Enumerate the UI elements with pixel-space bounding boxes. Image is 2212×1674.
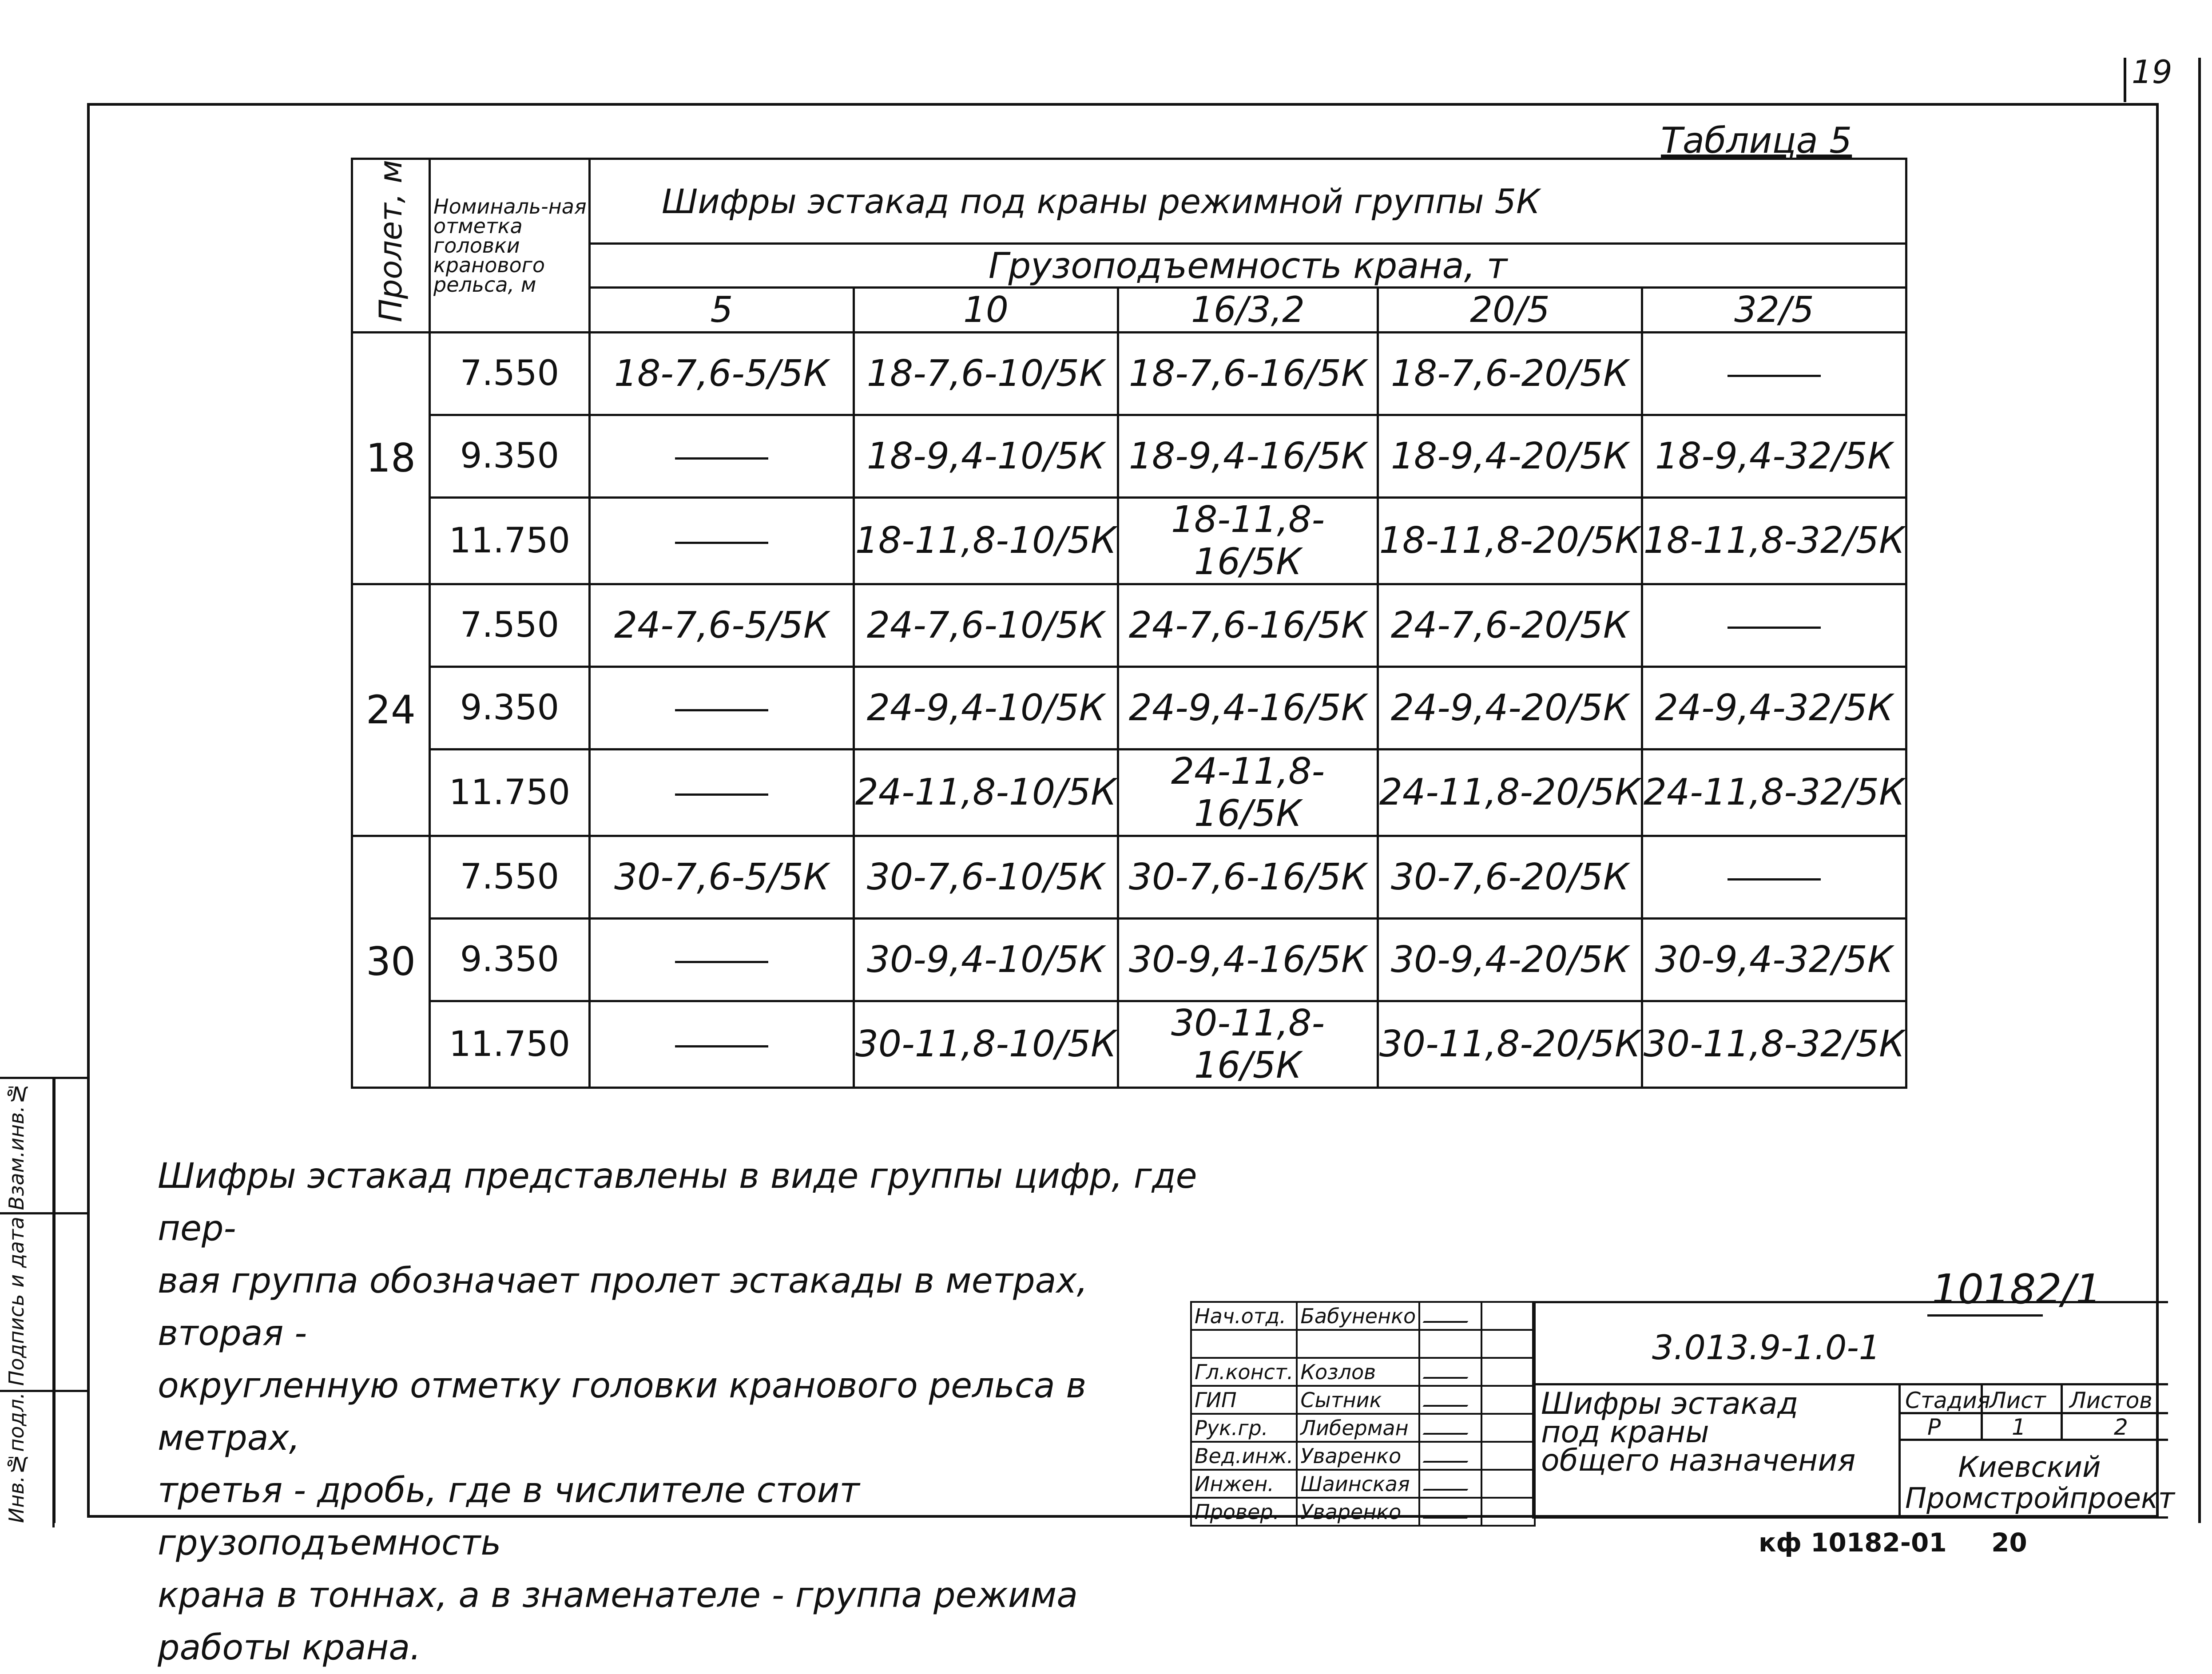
- note-line: округленную отметку головки кранового рельса в метрах,: [158, 1366, 1087, 1458]
- cipher-cell: 18-7,6-20/5К: [1378, 332, 1642, 415]
- cipher-cell: 24-9,4-20/5К: [1378, 666, 1642, 749]
- staff-name: Уваренко: [1297, 1498, 1419, 1526]
- cipher-cell: 24-7,6-16/5К: [1118, 584, 1378, 666]
- span-value: 30: [352, 836, 430, 1087]
- rail-height-value: 7.550: [430, 332, 590, 415]
- empty-cell-dash: [590, 749, 854, 836]
- staff-role: Рук.гр.: [1191, 1414, 1297, 1442]
- empty-cell-dash: [1642, 332, 1906, 415]
- cipher-cell: 18-7,6-5/5К: [590, 332, 854, 415]
- cipher-cell: 24-7,6-20/5К: [1378, 584, 1642, 666]
- rail-height-value: 9.350: [430, 918, 590, 1001]
- drawing-title-line: общего назначения: [1541, 1443, 1856, 1478]
- cipher-cell: 30-7,6-16/5К: [1118, 836, 1378, 918]
- table-row: [352, 836, 1906, 918]
- table-row: [352, 497, 1906, 584]
- cipher-cell: 30-9,4-16/5К: [1118, 918, 1378, 1001]
- staff-table: [1190, 1301, 1536, 1527]
- cipher-cell: 18-11,8-20/5К: [1378, 497, 1642, 584]
- note-line: крана в тоннах, а в знаменателе - группа режима: [158, 1575, 1078, 1615]
- rail-height-value: 11.750: [430, 749, 590, 836]
- table-row: [352, 332, 1906, 415]
- cipher-cell: 30-9,4-10/5К: [854, 918, 1118, 1001]
- dash-mark: [675, 793, 768, 796]
- cipher-cell: 18-9,4-32/5К: [1642, 415, 1906, 497]
- cipher-cell: 18-9,4-10/5К: [854, 415, 1118, 497]
- signature: [1419, 1358, 1481, 1386]
- rail-height-value: 11.750: [430, 497, 590, 584]
- note-line: работы крана.: [158, 1628, 421, 1668]
- empty-cell-dash: [1642, 836, 1906, 918]
- table-row: [352, 918, 1906, 1001]
- cipher-cell: 24-7,6-5/5К: [590, 584, 854, 666]
- cipher-cell: 24-9,4-16/5К: [1118, 666, 1378, 749]
- page-number: 19: [2132, 53, 2172, 91]
- date-cell: [1481, 1302, 1535, 1330]
- signature: [1419, 1386, 1481, 1414]
- date-cell: [1481, 1442, 1535, 1470]
- dash-mark: [675, 709, 768, 711]
- staff-row: [1191, 1498, 1535, 1526]
- cipher-table: [351, 158, 1907, 1089]
- cipher-cell: 30-7,6-10/5К: [854, 836, 1118, 918]
- staff-name: Сытник: [1297, 1386, 1419, 1414]
- signature-scribble: [1423, 1505, 1477, 1519]
- signature: [1419, 1330, 1481, 1358]
- cipher-cell: 18-7,6-10/5К: [854, 332, 1118, 415]
- staff-role: [1191, 1330, 1297, 1358]
- note: [158, 1150, 1206, 1674]
- sheets-value: 2: [2114, 1414, 2128, 1440]
- table-row: [352, 584, 1906, 666]
- signature-scribble: [1423, 1309, 1477, 1323]
- staff-name: Либерман: [1297, 1414, 1419, 1442]
- right-edge-rule: [2198, 58, 2201, 1523]
- cipher-cell: 30-7,6-20/5К: [1378, 836, 1642, 918]
- document-code: 3.013.9-1.0-1: [1652, 1328, 1881, 1367]
- signature-scribble: [1423, 1393, 1477, 1407]
- page-number-rule: [2124, 58, 2126, 102]
- cipher-cell: 18-7,6-16/5К: [1118, 332, 1378, 415]
- cipher-cell: 30-11,8-16/5К: [1118, 1001, 1378, 1087]
- empty-cell-dash: [590, 415, 854, 497]
- signature: [1419, 1498, 1481, 1526]
- staff-name: Козлов: [1297, 1358, 1419, 1386]
- cipher-cell: 24-11,8-16/5К: [1118, 749, 1378, 836]
- capacity-header: 16/3,2: [1118, 288, 1378, 333]
- cipher-cell: 18-11,8-16/5К: [1118, 497, 1378, 584]
- tb-divider: [1898, 1383, 1901, 1519]
- stage-value: Р: [1927, 1414, 1941, 1440]
- organization-line: Промстройпроект: [1905, 1482, 2175, 1515]
- dash-mark: [675, 1045, 768, 1047]
- date-cell: [1481, 1414, 1535, 1442]
- note-line: третья - дробь, где в числителе стоит грузоподъемность: [158, 1471, 860, 1563]
- capacity-header: 20/5: [1378, 288, 1642, 333]
- table-row: [352, 666, 1906, 749]
- cipher-cell: 30-11,8-10/5К: [854, 1001, 1118, 1087]
- staff-role: ГИП: [1191, 1386, 1297, 1414]
- staff-name: Шаинская: [1297, 1470, 1419, 1498]
- staff-name: [1297, 1330, 1419, 1358]
- staff-row: [1191, 1470, 1535, 1498]
- empty-cell-dash: [590, 497, 854, 584]
- footer: [1759, 1527, 2027, 1558]
- drawing-title-line: под краны: [1541, 1415, 1709, 1450]
- dash-mark: [675, 457, 768, 460]
- capacity-header: 5: [590, 288, 854, 333]
- date-cell: [1481, 1470, 1535, 1498]
- empty-cell-dash: [590, 918, 854, 1001]
- sheets-label: Листов: [2069, 1388, 2152, 1413]
- cipher-cell: 30-9,4-20/5К: [1378, 918, 1642, 1001]
- note-line: Шифры эстакад представлены в виде группы цифр, где пер-: [158, 1156, 1197, 1249]
- staff-role: Нач.отд.: [1191, 1302, 1297, 1330]
- note-line: вая группа обозначает пролет эстакады в метрах, вторая -: [158, 1261, 1088, 1353]
- table-row: [352, 1001, 1906, 1087]
- date-cell: [1481, 1386, 1535, 1414]
- staff-role: Инжен.: [1191, 1470, 1297, 1498]
- cipher-cell: 24-7,6-10/5К: [854, 584, 1118, 666]
- rail-height-value: 9.350: [430, 415, 590, 497]
- signature: [1419, 1470, 1481, 1498]
- dash-mark: [1728, 627, 1821, 629]
- album-number: 10182/1: [1932, 1265, 2102, 1313]
- signature-scribble: [1423, 1449, 1477, 1463]
- table-row: [352, 415, 1906, 497]
- cipher-cell: 30-7,6-5/5К: [590, 836, 854, 918]
- staff-row: [1191, 1386, 1535, 1414]
- cipher-cell: 24-11,8-10/5К: [854, 749, 1118, 836]
- staff-row: [1191, 1442, 1535, 1470]
- tb-divider: [2061, 1383, 2063, 1439]
- cipher-cell: 18-11,8-10/5К: [854, 497, 1118, 584]
- signature-scribble: [1423, 1477, 1477, 1491]
- cipher-cell: 30-9,4-32/5К: [1642, 918, 1906, 1001]
- span-value: 24: [352, 584, 430, 836]
- cipher-cell: 18-9,4-16/5К: [1118, 415, 1378, 497]
- rail-height-value: 11.750: [430, 1001, 590, 1087]
- date-cell: [1481, 1498, 1535, 1526]
- signature: [1419, 1302, 1481, 1330]
- dash-mark: [675, 961, 768, 963]
- dash-mark: [1728, 375, 1821, 377]
- binding-strip-label: Инв.№подл. Подпись и дата Взам.инв.№: [4, 1082, 28, 1523]
- footer-code: кф 10182-01: [1759, 1527, 1947, 1558]
- capacity-header: 10: [854, 288, 1118, 333]
- capacity-header: 32/5: [1642, 288, 1906, 333]
- stage-label: Стадия: [1905, 1388, 1990, 1413]
- empty-cell-dash: [590, 666, 854, 749]
- sheet-label: Лист: [1990, 1388, 2046, 1413]
- footer-page: 20: [1991, 1527, 2027, 1558]
- staff-row: [1191, 1302, 1535, 1330]
- cipher-cell: 18-9,4-20/5К: [1378, 415, 1642, 497]
- capacity-title: Грузоподъемность крана, т: [590, 244, 1906, 288]
- organization: [1905, 1451, 2175, 1515]
- staff-row: [1191, 1330, 1535, 1358]
- staff-name: Уваренко: [1297, 1442, 1419, 1470]
- span-header: Пролет, м: [352, 159, 430, 333]
- group-title: Шифры эстакад под краны режимной группы 5К: [590, 159, 1906, 244]
- organization-line: Киевский: [1958, 1451, 2101, 1484]
- cipher-cell: 30-11,8-20/5К: [1378, 1001, 1642, 1087]
- table-caption: Таблица 5: [1661, 120, 1852, 161]
- date-cell: [1481, 1358, 1535, 1386]
- sheet-value: 1: [2012, 1414, 2026, 1440]
- signature: [1419, 1414, 1481, 1442]
- signature: [1419, 1442, 1481, 1470]
- signature-scribble: [1423, 1365, 1477, 1379]
- cipher-cell: 24-9,4-32/5К: [1642, 666, 1906, 749]
- cipher-cell: 24-11,8-20/5К: [1378, 749, 1642, 836]
- rail-height-value: 7.550: [430, 584, 590, 666]
- staff-role: Вед.инж.: [1191, 1442, 1297, 1470]
- drawing-title-line: Шифры эстакад: [1541, 1386, 1799, 1421]
- date-cell: [1481, 1330, 1535, 1358]
- staff-row: [1191, 1414, 1535, 1442]
- staff-role: Гл.конст.: [1191, 1358, 1297, 1386]
- span-value: 18: [352, 332, 430, 584]
- drawing-title: [1541, 1386, 1856, 1478]
- cipher-cell: 18-11,8-32/5К: [1642, 497, 1906, 584]
- table-row: [352, 749, 1906, 836]
- cipher-cell: 24-11,8-32/5К: [1642, 749, 1906, 836]
- rail-height-value: 9.350: [430, 666, 590, 749]
- cipher-cell: 30-11,8-32/5К: [1642, 1001, 1906, 1087]
- rail-height-value: 7.550: [430, 836, 590, 918]
- staff-row: [1191, 1358, 1535, 1386]
- signature-scribble: [1423, 1421, 1477, 1435]
- staff-name: Бабуненко: [1297, 1302, 1419, 1330]
- tb-divider: [1532, 1383, 2168, 1385]
- empty-cell-dash: [1642, 584, 1906, 666]
- rail-height-header: Номиналь-ная отметка головки кранового рельса, м: [430, 159, 590, 333]
- dash-mark: [1728, 878, 1821, 881]
- cipher-cell: 24-9,4-10/5К: [854, 666, 1118, 749]
- empty-cell-dash: [590, 1001, 854, 1087]
- staff-role: Провер.: [1191, 1498, 1297, 1526]
- dash-mark: [675, 542, 768, 544]
